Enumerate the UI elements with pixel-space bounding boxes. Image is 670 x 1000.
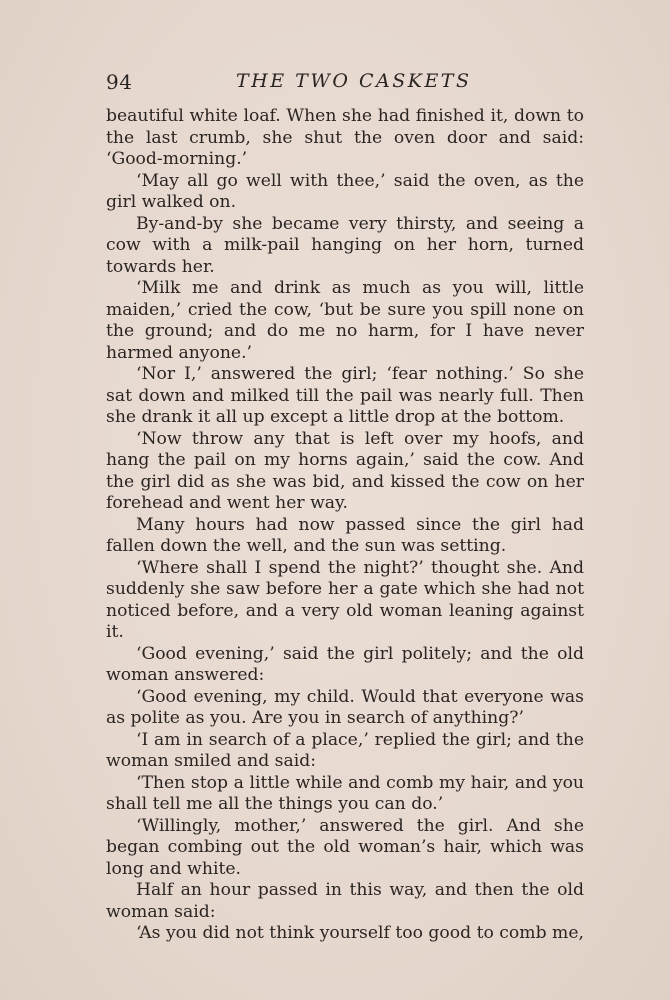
paragraph: ‘Good evening,’ said the girl politely; and the old woman answered: [106, 643, 584, 685]
page-header [106, 70, 582, 94]
paragraph: ‘Willingly, mother,’ answered the girl. And she began combing out the old woman’s hair, which was long and white. [106, 815, 584, 879]
body-text [106, 106, 584, 945]
paragraph: ‘Now throw any that is left over my hoofs, and hang the pail on my horns again,’ said the cow. And the girl did as she was bid, and kissed the cow on her forehead and went her way. [106, 428, 584, 513]
paragraph: ‘As you did not think yourself too good to comb me, [136, 923, 584, 943]
page-number: 94 [106, 70, 133, 94]
paragraph: ‘May all go well with thee,’ said the oven, as the girl walked on. [106, 170, 584, 212]
paragraph: ‘I am in search of a place,’ replied the girl; and the woman smiled and said: [106, 729, 584, 771]
paragraph: ‘Then stop a little while and comb my hair, and you shall tell me all the things you can do.’ [106, 772, 584, 814]
paragraph: ‘Nor I,’ answered the girl; ‘fear nothing.’ So she sat down and milked till the pail was nearly full. Then she drank it all up except a little drop at the bottom. [106, 364, 584, 427]
paragraph: ‘Where shall I spend the night?’ thought she. And suddenly she saw before her a gate which she had not noticed before, and a very old woman leaning against it. [106, 557, 584, 642]
running-title: THE TWO CASKETS [236, 70, 472, 92]
paragraph: ‘Good evening, my child. Would that everyone was as polite as you. Are you in search of anything?’ [106, 686, 584, 728]
paragraph: ‘Milk me and drink as much as you will, little maiden,’ cried the cow, ‘but be sure you spill none on the ground; and do me no harm, for I have never harmed anyone.’ [106, 278, 584, 363]
paragraph: By-and-by she became very thirsty, and seeing a cow with a milk-pail hanging on her horn, turned towards her. [106, 213, 584, 277]
paragraph: Half an hour passed in this way, and then the old woman said: [106, 880, 584, 922]
paragraph: beautiful white loaf. When she had finished it, down to the last crumb, she shut the oven door and said: ‘Good-morning.’ [106, 106, 584, 169]
paragraph: Many hours had now passed since the girl had fallen down the well, and the sun was setting. [106, 514, 584, 556]
